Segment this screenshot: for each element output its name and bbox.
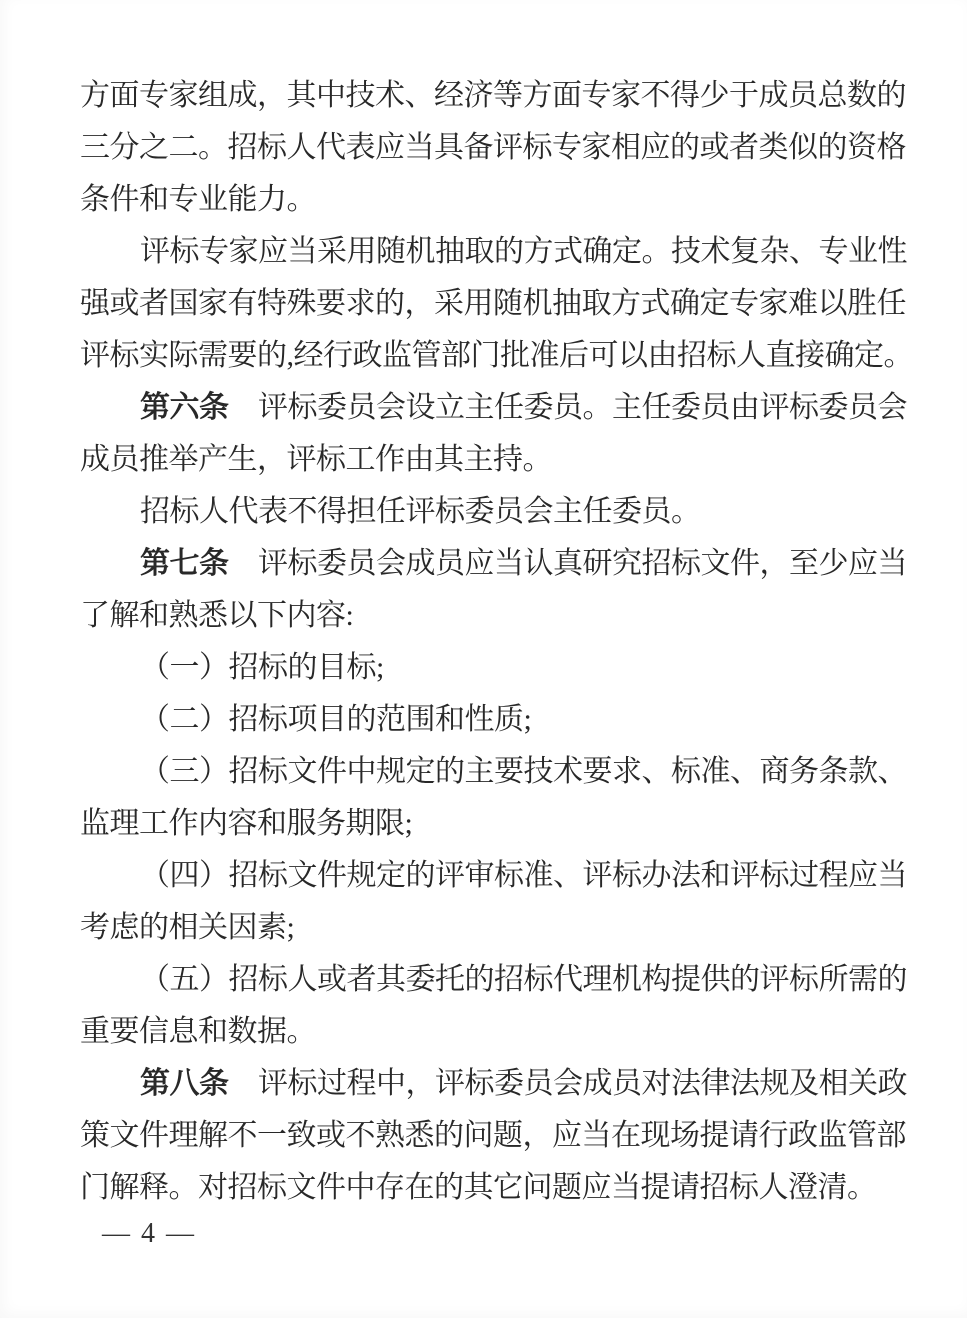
article-number: 第八条 — [140, 1067, 229, 1100]
text-line: 成员推举产生，评标工作由其主持。 — [80, 443, 552, 476]
text-line: 第六条 评标委员会设立主任委员。主任委员由评标委员会 — [140, 391, 907, 424]
text-line: 门解释。对招标文件中存在的其它问题应当提请招标人澄清。 — [80, 1171, 877, 1204]
text-line: 招标人代表不得担任评标委员会主任委员。 — [140, 495, 701, 528]
text-line: 考虑的相关因素; — [80, 911, 295, 944]
article-number: 第六条 — [140, 391, 229, 424]
text-line: 强或者国家有特殊要求的，采用随机抽取方式确定专家难以胜任 — [80, 287, 906, 320]
document-body — [80, 70, 913, 1214]
page-number: — 4 — — [102, 1218, 196, 1249]
text-line: 监理工作内容和服务期限; — [80, 807, 413, 840]
text-line: （三）招标文件中规定的主要技术要求、标准、商务条款、 — [140, 755, 907, 788]
text-line: （二）招标项目的范围和性质; — [140, 703, 532, 736]
article-number: 第七条 — [140, 547, 229, 580]
text-line: （一）招标的目标; — [140, 651, 384, 684]
text-line: 方面专家组成，其中技术、经济等方面专家不得少于成员总数的 — [80, 79, 906, 112]
text-line: 三分之二。招标人代表应当具备评标专家相应的或者类似的资格 — [80, 131, 906, 164]
text-line: 了解和熟悉以下内容: — [80, 599, 354, 632]
text-line: （四）招标文件规定的评审标准、评标办法和评标过程应当 — [140, 859, 907, 892]
text-line: 第七条 评标委员会成员应当认真研究招标文件，至少应当 — [140, 547, 907, 580]
text-line: 评标实际需要的,经行政监管部门批准后可以由招标人直接确定。 — [80, 339, 913, 372]
text-line: 第八条 评标过程中，评标委员会成员对法律法规及相关政 — [140, 1067, 907, 1100]
text-line: 评标专家应当采用随机抽取的方式确定。技术复杂、专业性 — [140, 235, 907, 268]
text-line: 条件和专业能力。 — [80, 183, 316, 216]
text-line: 重要信息和数据。 — [80, 1015, 316, 1048]
text-line: （五）招标人或者其委托的招标代理机构提供的评标所需的 — [140, 963, 907, 996]
text-line: 策文件理解不一致或不熟悉的问题，应当在现场提请行政监管部 — [80, 1119, 906, 1152]
